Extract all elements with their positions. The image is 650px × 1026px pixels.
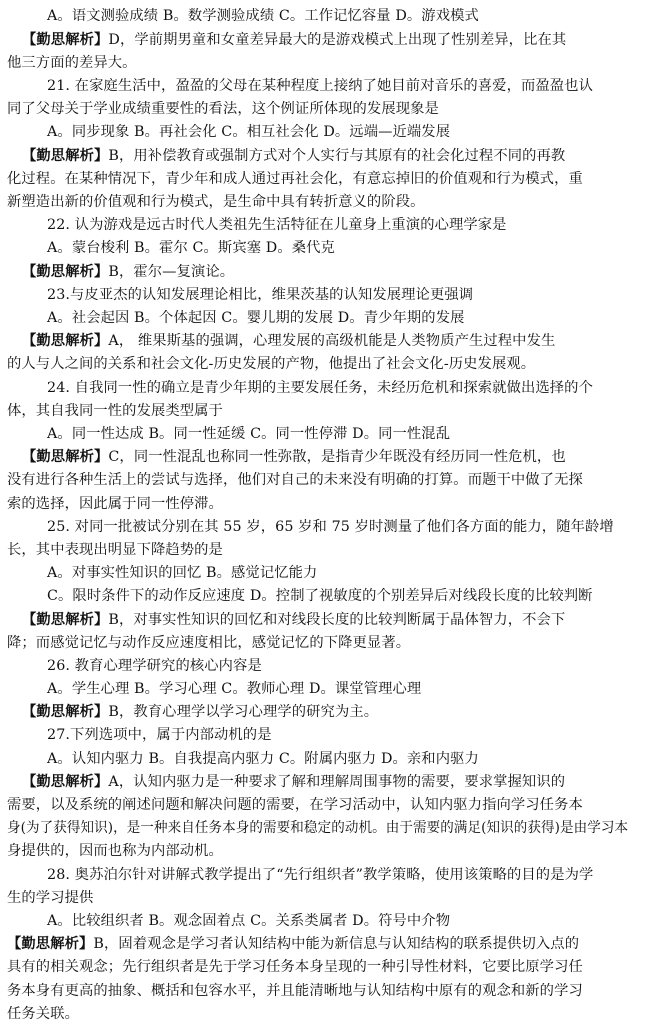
- line-text: 降；而感觉记忆与动作反应速度相比，感觉记忆的下降更显著。: [7, 635, 411, 651]
- line-text: 新塑造出新的价值观和行为模式，是生命中具有转折意义的阶段。: [7, 194, 425, 210]
- line-text: 务本身有更高的抽象、概括和包容水平，并且能清晰地与认知结构中原有的观念和新的学习: [7, 983, 583, 999]
- text-line: [7, 1002, 79, 1026]
- line-text: A。同步现象 B。再社会化 C。相互社会化 D。远端—近端发展: [47, 124, 451, 140]
- line-text: 身(为了获得知识)，是一种来自任务本身的需要和稳定的动机。由于需要的满足(知识的获得)是由学习本: [7, 820, 629, 836]
- text-line: [7, 97, 439, 121]
- line-text: 生的学习提供: [7, 890, 94, 906]
- text-line: [7, 51, 137, 75]
- line-text: 具有的相关观念；先行组织者是先于学习任务本身呈现的一种引导性材料，它要比原学习任: [7, 959, 583, 975]
- text-line: [7, 793, 583, 817]
- text-line: [22, 445, 566, 469]
- text-line: [22, 260, 234, 284]
- text-line: [22, 28, 566, 52]
- line-text: 22. 认为游戏是远古时代人类祖先生活特征在儿童身上重演的心理学家是: [47, 217, 507, 233]
- text-line: [7, 352, 535, 376]
- line-text: A。学生心理 B。学习心理 C。教师心理 D。课堂管理心理: [47, 681, 422, 697]
- text-line: [7, 839, 223, 863]
- text-line: [47, 584, 593, 608]
- text-line: [7, 631, 410, 655]
- line-text: A，认知内驱力是一种要求了解和理解周围事物的需要，要求掌握知识的: [108, 774, 566, 790]
- text-line: [47, 909, 450, 933]
- line-text: 26. 教育心理学研究的核心内容是: [47, 658, 262, 674]
- line-text: D，学前期男童和女童差异最大的是游戏模式上出现了性别差异，比在其: [108, 32, 567, 48]
- text-line: [7, 492, 223, 516]
- line-text: 索的选择，因此属于同一性停滞。: [7, 496, 223, 512]
- line-text: 28. 奥苏泊尔针对讲解式教学提出了“先行组织者”教学策略，使用该策略的目的是为学: [47, 867, 594, 883]
- analysis-label: 【勤思解析】: [22, 449, 109, 465]
- line-text: B，对事实性知识的回忆和对线段长度的比较判断属于晶体智力，不会下: [108, 612, 566, 628]
- text-line: [47, 306, 465, 330]
- line-text: A， 维果斯基的强调，心理发展的高级机能是人类物质产生过程中发生: [108, 333, 556, 349]
- text-line: [47, 213, 507, 237]
- text-line: [22, 608, 565, 632]
- line-text: C。限时条件下的动作反应速度 D。控制了视敏度的个别差异后对线段长度的比较判断: [47, 588, 593, 604]
- text-line: [7, 979, 583, 1003]
- line-text: 27.下列选项中，属于内部动机的是: [47, 727, 272, 743]
- text-line: [47, 561, 317, 585]
- text-line: [47, 863, 593, 887]
- analysis-label: 【勤思解析】: [22, 148, 109, 164]
- line-text: A。同一性达成 B。同一性延缓 C。同一性停滞 D。同一性混乱: [47, 426, 451, 442]
- text-line: [47, 654, 262, 678]
- text-line: [47, 4, 479, 28]
- text-line: [22, 700, 378, 724]
- line-text: C，同一性混乱也称同一性弥散，是指青少年既没有经历同一性危机，也: [108, 449, 566, 465]
- analysis-label: 【勤思解析】: [22, 612, 109, 628]
- line-text: 任务关联。: [7, 1006, 79, 1022]
- text-line: [7, 167, 583, 191]
- text-line: [47, 376, 593, 400]
- line-text: A。对事实性知识的回忆 B。感觉记忆能力: [47, 565, 318, 581]
- line-text: B，霍尔—复演论。: [108, 264, 235, 280]
- line-text: 长，其中表现出明显下降趋势的是: [7, 542, 223, 558]
- line-text: 体，其自我同一性的发展类型属于: [7, 403, 223, 419]
- text-line: [47, 120, 450, 144]
- analysis-label: 【勤思解析】: [22, 264, 109, 280]
- analysis-label: 【勤思解析】: [22, 333, 109, 349]
- line-text: 他三方面的差异大。: [7, 55, 137, 71]
- text-line: [7, 399, 223, 423]
- line-text: 没有进行各种生活上的尝试与选择，他们对自己的未来没有明确的打算。而题干中做了无探: [7, 472, 583, 488]
- line-text: B，固着观念是学习者认知结构中能为新信息与认知结构的联系提供切入点的: [93, 936, 580, 952]
- text-line: [7, 190, 425, 214]
- line-text: 身提供的，因而也称为内部动机。: [7, 843, 223, 859]
- line-text: A。认知内驱力 B。自我提高内驱力 C。附属内驱力 D。亲和内驱力: [47, 751, 479, 767]
- analysis-label: 【勤思解析】: [7, 936, 94, 952]
- text-line: [47, 74, 593, 98]
- text-line: [47, 677, 421, 701]
- text-line: [7, 955, 583, 979]
- text-line: [7, 886, 93, 910]
- line-text: 25. 对同一批被试分别在其 55 岁，65 岁和 75 岁时测量了他们各方面的能力，随年龄增: [47, 519, 614, 535]
- analysis-label: 【勤思解析】: [22, 774, 109, 790]
- line-text: A。比较组织者 B。观念固着点 C。关系类属者 D。符号中介物: [47, 913, 451, 929]
- analysis-label: 【勤思解析】: [22, 704, 109, 720]
- text-line: [47, 422, 450, 446]
- line-text: 21. 在家庭生活中，盈盈的父母在某种程度上接纳了她目前对音乐的喜爱，而盈盈也认: [47, 78, 593, 94]
- line-text: 的人与人之间的关系和社会文化-历史发展的产物，他提出了社会文化-历史发展观。: [7, 356, 536, 372]
- text-line: [7, 468, 583, 492]
- line-text: 化过程。在某种情况下，青少年和成人通过再社会化，有意忘掉旧的价值观和行为模式，重: [7, 171, 583, 187]
- text-line: [7, 932, 579, 956]
- text-line: [47, 236, 335, 260]
- text-line: [47, 747, 479, 771]
- text-line: [22, 770, 565, 794]
- line-text: 24. 自我同一性的确立是青少年期的主要发展任务，未经历危机和探索就做出选择的个: [47, 380, 593, 396]
- text-line: [47, 283, 473, 307]
- line-text: A。社会起因 B。个体起因 C。婴儿期的发展 D。青少年期的发展: [47, 310, 465, 326]
- text-line: [7, 816, 628, 840]
- line-text: 需要，以及系统的阐述问题和解决问题的需要，在学习活动中，认知内驱力指向学习任务本: [7, 797, 583, 813]
- text-line: [22, 329, 555, 353]
- text-line: [22, 144, 565, 168]
- line-text: 23.与皮亚杰的认知发展理论相比，维果茨基的认知发展理论更强调: [47, 287, 474, 303]
- text-line: [47, 515, 614, 539]
- line-text: 同了父母关于学业成绩重要性的看法，这个例证所体现的发展现象是: [7, 101, 439, 117]
- line-text: A。语文测验成绩 B。数学测验成绩 C。工作记忆容量 D。游戏模式: [47, 8, 479, 24]
- line-text: A。蒙台梭利 B。霍尔 C。斯宾塞 D。桑代克: [47, 240, 335, 256]
- line-text: B，教育心理学以学习心理学的研究为主。: [108, 704, 379, 720]
- analysis-label: 【勤思解析】: [22, 32, 109, 48]
- line-text: B，用补偿教育或强制方式对个人实行与其原有的社会化过程不同的再教: [108, 148, 566, 164]
- text-line: [7, 538, 223, 562]
- text-line: [47, 723, 272, 747]
